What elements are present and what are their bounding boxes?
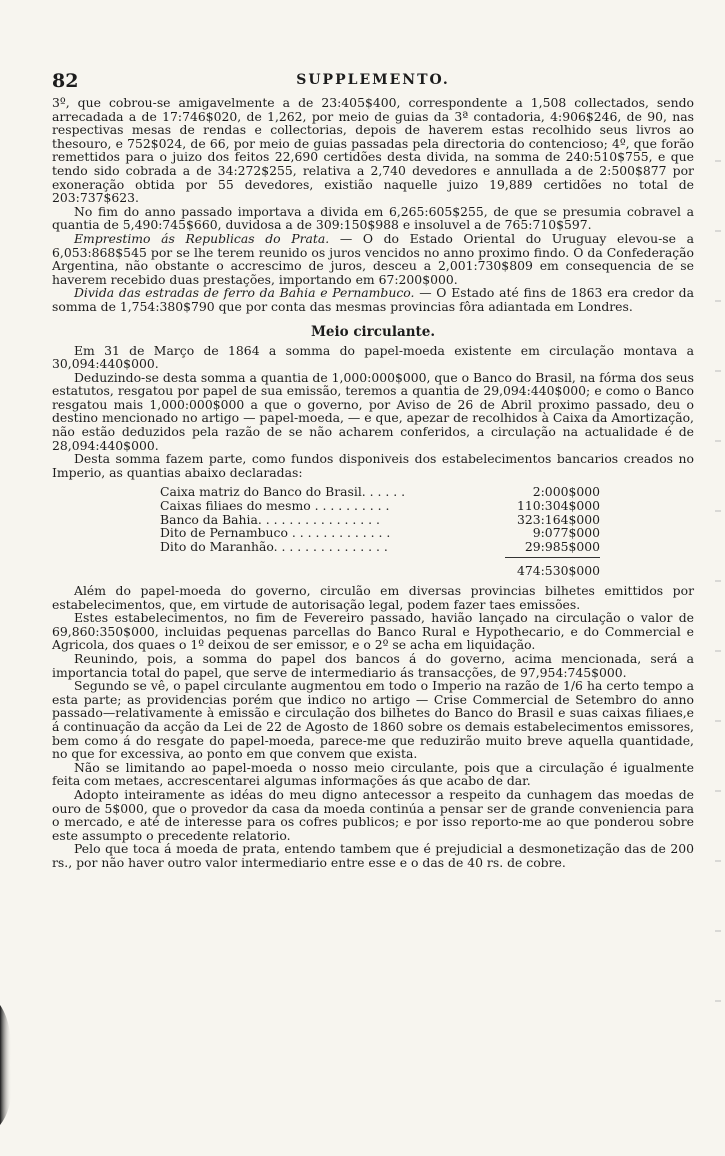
total-amount: 474:530$000 (516, 563, 600, 579)
paragraph-deducao: Deduzindo-se desta somma a quantia de 1,000:000$000, que o Banco do Brasil, na fórma dos seus estatutos, resgatou por papel de sua emissão, teremos a quantia de 29,094:440$000; e como o Banco resgatou mais 1,000:000$000 a que o governo, por Aviso de 26 de Abril proximo passado, deu o destino mencionado no artigo — papel-moeda, — e que, apezar de recolhidos à Caixa da Amortização, não estão deduzidos pela razão de se não acharem conferidos, a circulação na actualidade é de 28,094:440$000. (52, 369, 694, 453)
page-header (52, 70, 694, 96)
row-amount: 9:077$000 (532, 525, 600, 541)
divida-heading: Divida das estradas de ferro da Bahia e Pernambuco. (74, 285, 415, 301)
row-label: Dito de Pernambuco . . . . . . . . . . . . . (160, 526, 391, 540)
paragraph-divida-estradas (52, 286, 694, 313)
table-row (160, 513, 600, 527)
running-title: SUPPLEMENTO. (296, 72, 450, 88)
paragraph-reunindo: Reunindo, pois, a somma do papel dos bancos á do governo, acima mencionada, será a importancia total do papel, que serve de intermediario ás transacções, de 97,954:745$000. (52, 650, 694, 680)
paragraph-metaes: Não se limitando ao papel-moeda o nosso meio circulante, pois que a circulação é igualmente feita com metaes, accrescentarei algumas informações ás que acabo de dar. (52, 759, 694, 789)
paragraph-estabelecimentos: Estes estabelecimentos, no fim de Fevereiro passado, havião lançado na circulação o valor de 69,860:350$000, incluidas pequenas parcellas do Banco Rural e Hypothecario, e do Commercial e Agricola, dos quaes o 1º deixou de ser emissor, e o 2º se acha em liquidação. (52, 610, 694, 653)
balance-table (160, 485, 600, 578)
paragraph-fundos: Desta somma fazem parte, como fundos disponiveis dos estabelecimentos bancarios creados no Imperio, as quantias abaixo declaradas: (52, 451, 694, 480)
section-title-meio-circulante: Meio circulante. (310, 323, 436, 340)
row-label: Banco da Bahia. . . . . . . . . . . . . . . . (160, 512, 380, 527)
row-amount: 323:164$000 (516, 511, 600, 527)
emprestimo-text: — O do Estado Oriental do Uruguay elevou-se a 6,053:868$545 por se lhe terem reunido os juros vencidos no anno proximo findo. O da Confederação Argentina, não obstante o accrescimo de juros, desceu a 2,001:730$809 em consequencia de se haverem recebido duas prestações, importando em 67:200$000. (52, 230, 694, 287)
paragraph-emprestimo (52, 232, 694, 286)
divida-text: — O Estado até fins de 1863 era credor da somma de 1,754:380$790 que por conta das mesmas provincias fôra adiantada em Londres. (52, 285, 695, 314)
sum-rule (505, 557, 600, 558)
page-edge-specks (715, 120, 721, 1020)
paragraph-augmento: Segundo se vê, o papel circulante augmentou em todo o Imperio na razão de 1/6 ha certo tempo a esta parte; as providencias porém que indico no artigo — Crise Commercial de Setembro do anno passado—relativamente à emissão e circulação dos bilhetes do Banco do Brasil e suas caixas filiaes,e á continuação da acção da Lei de 22 de Agosto de 1860 sobre os demais estabelecimentos emissores, bem como á do resgate do papel-moeda, parece-me que reduzirão muito breve aquella quantidade, no que for excessiva, ao ponto em que convem que exista. (52, 678, 694, 762)
row-amount: 2:000$000 (532, 484, 600, 500)
paragraph-bilhetes: Além do papel-moeda do governo, circulão em diversas provincias bilhetes emittidos por estabelecimentos, que, em virtude de autorisação legal, podem fazer taes emissões. (52, 583, 694, 612)
row-amount: 110:304$000 (516, 498, 600, 514)
page-fold-shadow (0, 1005, 22, 1125)
row-label: Caixa matriz do Banco do Brasil. . . . . . (160, 485, 406, 500)
table-row (160, 526, 600, 540)
table-row (160, 540, 600, 554)
paragraph-cunhagem: Adopto inteiramente as idéas do meu digno antecessor a respeito da cunhagem das moedas de ouro de 5$000, que o provedor da casa da moeda continúa a pensar ser de grande conveniencia para o mercado, e até de interesse para os cofres publicos; e por isso reporto-me ao que ponderou sobre este assumpto o precedente relatorio. (52, 786, 694, 843)
table-total-row (160, 564, 600, 578)
document-page (52, 70, 694, 869)
row-amount: 29:985$000 (524, 538, 600, 554)
row-label: Caixas filiaes do mesmo . . . . . . . . . . (160, 499, 390, 513)
table-row (160, 485, 600, 499)
emprestimo-heading: Emprestimo ás Republicas do Prata. (74, 230, 330, 246)
row-label: Dito do Maranhão. . . . . . . . . . . . . . . (160, 539, 388, 554)
paragraph-debt-total: No fim do anno passado importava a divida em 6,265:605$255, de que se presumia cobravel a quantia de 5,490:745$660, duvidosa a de 309:150$988 e insoluvel a de 765:710$597. (52, 203, 694, 233)
paragraph-papel-moeda: Em 31 de Março de 1864 a somma do papel-moeda existente em circulação montava a 30,094:440$000. (52, 342, 694, 372)
table-row (160, 499, 600, 513)
paragraph-prata: Pelo que toca á moeda de prata, entendo tambem que é prejudicial a desmonetização das de 200 rs., por não haver outro valor intermediario entre esse e o das de 40 rs. de cobre. (52, 841, 694, 870)
paragraph-collection-summary: 3º, que cobrou-se amigavelmente a de 23:405$400, correspondente a 1,508 collectados, sendo arrecadada a de 17:746$020, de 1,262, por meio de guias da 3ª contadoria, 4:906$246, de 90, nas respectivas mesas de rendas e collectorias, depois de haverem estas recolhido seus livros ao thesouro, e 752$024, de 66, por meio de guias passadas pela directoria do contencioso; 4º, que forão remettidos para o juizo dos feitos 22,690 certidões desta divida, na somma de 240:510$755, e que tendo sido cobrada a de 34:272$255, relativa a 2,740 devedores e annullada a de 2:500$877 por exoneração obtida por 55 devedores, existião naquelle juizo 19,889 certidões no total de 203:737$623. (52, 95, 694, 206)
page-number: 82 (52, 70, 79, 92)
